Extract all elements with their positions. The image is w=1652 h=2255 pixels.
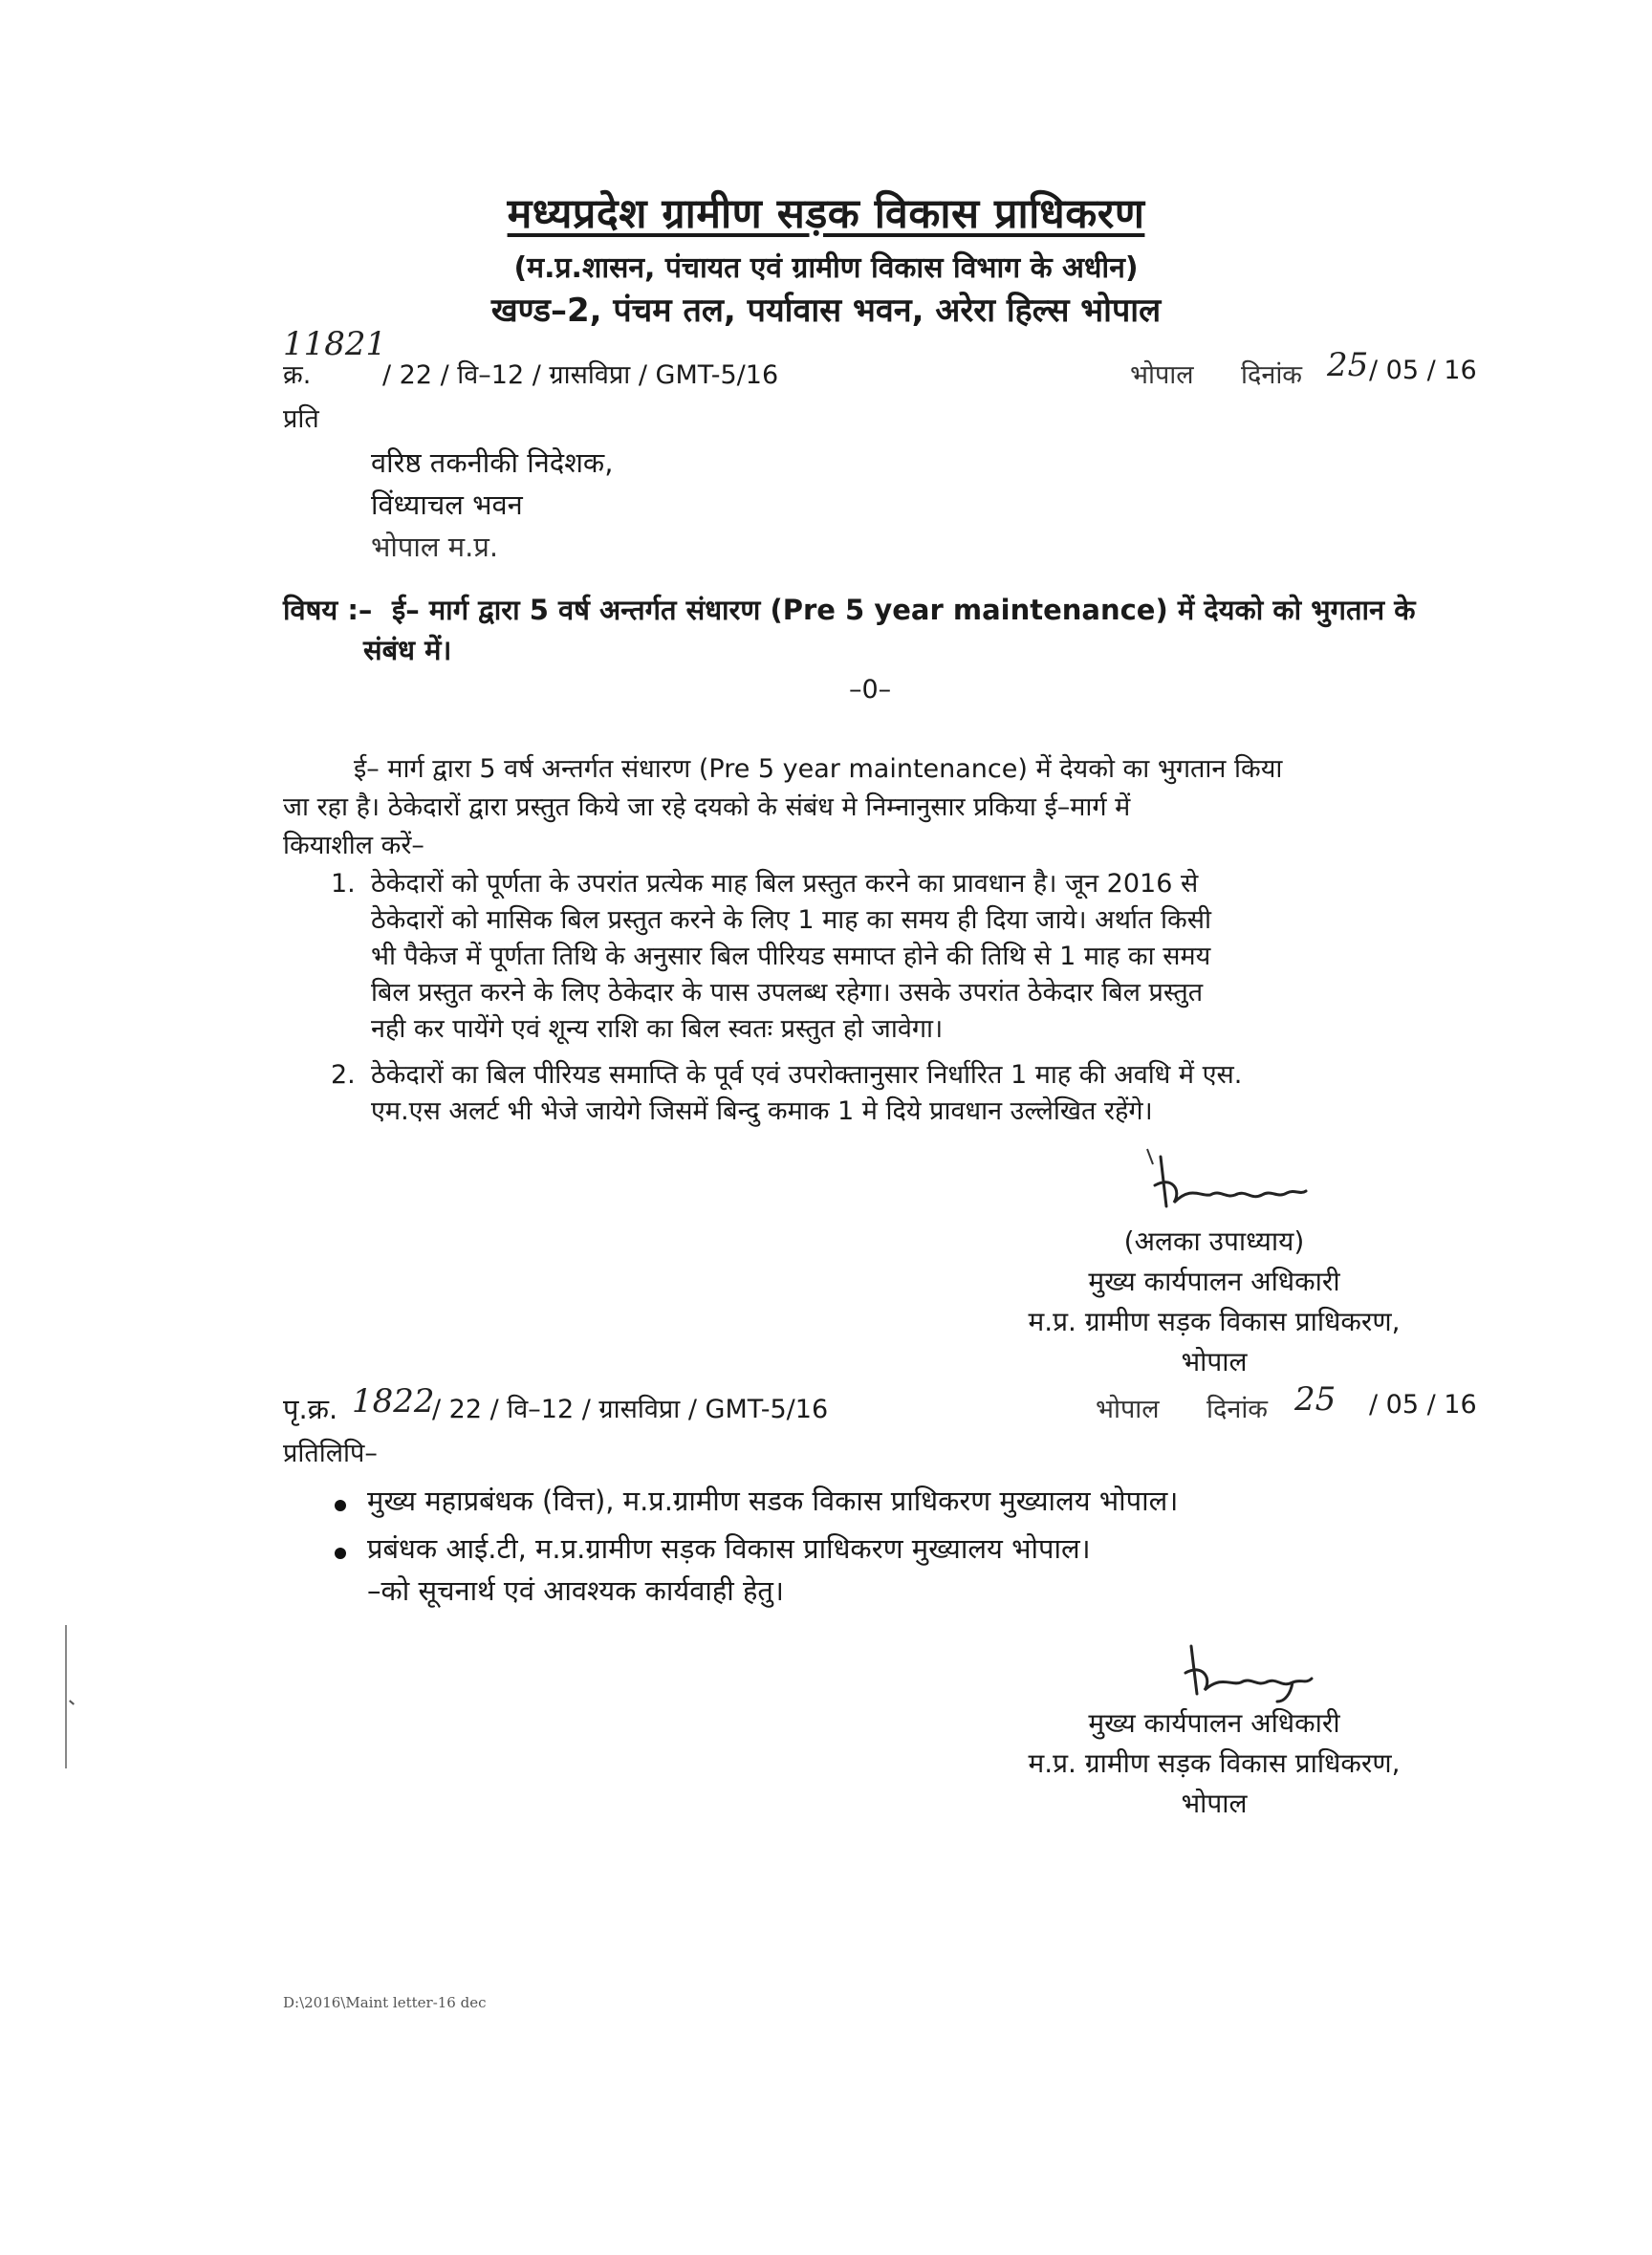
ref-prefix: क्र.	[283, 360, 312, 390]
copy-bullet	[335, 1497, 346, 1515]
signature-2-mark	[1178, 1640, 1321, 1707]
point-line: ठेकेदारों को पूर्णता के उपरांत प्रत्येक माह बिल प्रस्तुत करने का प्रावधान है। जून 2016 से	[371, 869, 1199, 899]
file-path-footer: D:\2016\Maint letter-16 dec	[283, 1994, 487, 2011]
ref2-date-handwritten: 25	[1294, 1380, 1337, 1419]
ref2-place: भोपाल	[1096, 1395, 1160, 1424]
subject-line-2: संबंध में।	[363, 634, 452, 666]
intro-line: जा रहा है। ठेकेदारों द्वारा प्रस्तुत किये जा रहे दयको के संबंध मे निम्नानुसार प्रकिया ई–मार्ग में	[283, 792, 1131, 822]
copy-item: मुख्य महाप्रबंधक (वित्त), म.प्र.ग्रामीण सडक विकास प्राधिकरण मुख्यालय भोपाल।	[367, 1485, 1179, 1517]
signatory-designation: मुख्य कार्यपालन अधिकारी	[1088, 1266, 1340, 1297]
recipient-line: विंध्याचल भवन	[371, 488, 523, 521]
point-1-text	[371, 866, 1211, 1048]
point-line: एम.एस अलर्ट भी भेजे जायेगे जिसमें बिन्दु कमाक 1 मे दिये प्रावधान उल्लेखित रहेंगे।	[371, 1096, 1153, 1126]
signatory-city: भोपाल	[1181, 1788, 1248, 1819]
point-number: 2.	[331, 1060, 356, 1090]
ref-date-rest: / 05 / 16	[1369, 356, 1477, 385]
org-address: खण्ड–2, पंचम तल, पर्यावास भवन, अरेरा हिल्स भोपाल	[490, 292, 1162, 330]
point-line: ठेकेदारों का बिल पीरियड समाप्ति के पूर्व एवं उपरोक्तानुसार निर्धारित 1 माह की अवधि में एस.	[371, 1060, 1243, 1090]
scan-artifact-mark	[69, 1700, 75, 1704]
point-number: 1.	[331, 869, 356, 899]
point-line: ठेकेदारों को मासिक बिल प्रस्तुत करने के लिए 1 माह का समय ही दिया जाये। अर्थात किसी	[371, 905, 1211, 935]
copy-action: –को सूचनार्थ एवं आवश्यक कार्यवाही हेतु।	[367, 1574, 784, 1607]
signatory-org: म.प्र. ग्रामीण सड़क विकास प्राधिकरण,	[1028, 1747, 1401, 1779]
signatory-org: म.प्र. ग्रामीण सड़क विकास प्राधिकरण,	[1028, 1306, 1401, 1337]
copy-bullet	[335, 1545, 346, 1563]
recipient-line: वरिष्ठ तकनीकी निदेशक,	[371, 446, 614, 479]
signature-1-block	[956, 1222, 1472, 1382]
org-subtitle: (म.प्र.शासन, पंचायत एवं ग्रामीण विकास विभाग के अधीन)	[513, 251, 1139, 285]
ref2-handwritten-number: 1822	[352, 1382, 435, 1420]
scan-artifact-line	[65, 1625, 67, 1768]
ref2-date-label: दिनांक	[1206, 1395, 1269, 1424]
signature-2-block	[956, 1703, 1472, 1824]
handwritten-ref-number: 11821	[283, 325, 387, 363]
org-name-heading: मध्यप्रदेश ग्रामीण सड़क विकास प्राधिकरण	[507, 190, 1145, 238]
recipient-address	[371, 442, 613, 568]
ref2-number: / 22 / वि–12 / ग्रासविप्रा / GMT-5/16	[432, 1395, 829, 1424]
ref2-prefix: पृ.क्र.	[283, 1393, 338, 1425]
subject-label: विषय :–	[283, 594, 373, 626]
recipient-line: भोपाल म.प्र.	[371, 531, 499, 563]
point-line: भी पैकेज में पूर्णता तिथि के अनुसार बिल पीरियड समाप्त होने की तिथि से 1 माह का समय	[371, 942, 1211, 971]
subject-separator: –0–	[849, 675, 892, 705]
point-2-text	[371, 1057, 1242, 1130]
ref2-date-rest: / 05 / 16	[1369, 1390, 1477, 1420]
signatory-name: (अलका उपाध्याय)	[1123, 1225, 1305, 1257]
signatory-city: भोपाल	[1181, 1346, 1248, 1377]
signature-1-mark	[1143, 1147, 1325, 1224]
ref-number: / 22 / वि–12 / ग्रासविप्रा / GMT-5/16	[382, 360, 779, 390]
point-line: नही कर पायेंगे एवं शून्य राशि का बिल स्वतः प्रस्तुत हो जावेगा।	[371, 1014, 944, 1044]
prati-label: प्रति	[283, 404, 319, 434]
subject-line-1: ई– मार्ग द्वारा 5 वर्ष अन्तर्गत संधारण (Pre 5 year maintenance) में देयको को भुगतान के	[392, 594, 1416, 626]
signatory-designation: मुख्य कार्यपालन अधिकारी	[1088, 1707, 1340, 1739]
point-line: बिल प्रस्तुत करने के लिए ठेकेदार के पास उपलब्ध रहेगा। उसके उपरांत ठेकेदार बिल प्रस्तुत	[371, 978, 1204, 1008]
intro-line: ई– मार्ग द्वारा 5 वर्ष अन्तर्गत संधारण (Pre 5 year maintenance) में देयको का भुगतान किया	[354, 754, 1283, 784]
copy-item: प्रबंधक आई.टी, म.प्र.ग्रामीण सड़क विकास प्राधिकरण मुख्यालय भोपाल।	[367, 1532, 1091, 1565]
ref-date-handwritten: 25	[1327, 346, 1369, 384]
ref-place: भोपाल	[1130, 360, 1194, 390]
copy-label: प्रतिलिपि–	[283, 1439, 378, 1468]
ref-date-label: दिनांक	[1241, 360, 1303, 390]
intro-line: कियाशील करें–	[283, 831, 424, 860]
